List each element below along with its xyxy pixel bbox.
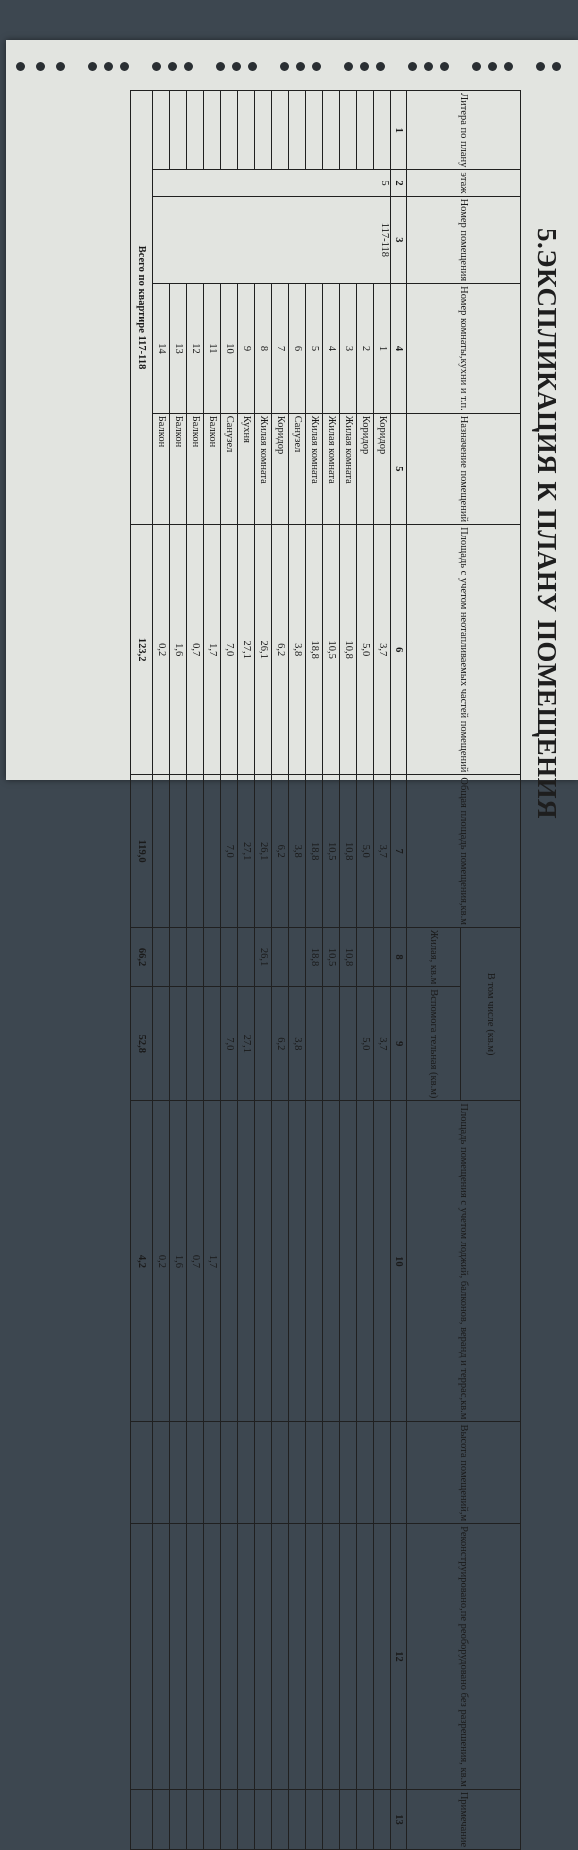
cell-height [289,1422,306,1524]
cell-area-aux [153,987,170,1101]
cell-note [255,1789,272,1849]
cell-area-total: 3,7 [374,775,391,927]
cell-litera [323,91,340,170]
cell-note [374,1789,391,1849]
cell-area-aux [170,987,187,1101]
cell-reconstructed [323,1524,340,1790]
cell-litera [374,91,391,170]
cell-area-total-unheated: 5,0 [357,525,374,775]
table-row [204,91,221,1850]
cell-room-name: Балкон [204,413,221,524]
cell-note [323,1789,340,1849]
cell-room-number: 5 [306,284,323,414]
cell-litera [221,91,238,170]
column-number: 13 [391,1789,407,1849]
cell-height [187,1422,204,1524]
cell-height [238,1422,255,1524]
cell-reconstructed [340,1524,357,1790]
cell-area-total: 10,8 [340,775,357,927]
header-naznachenie: Назначение помещений [407,413,521,524]
column-number: 5 [391,413,407,524]
cell-area-total [204,775,221,927]
cell-area-aux: 3,8 [289,987,306,1101]
cell-litera [272,91,289,170]
total-area-unheated: 123,2 [131,525,153,775]
table-row [306,91,323,1850]
page-title: 5.ЭКСПЛИКАЦИЯ К ПЛАНУ ПОМЕЩЕНИЯ [532,228,562,820]
total-reconstructed [131,1524,153,1790]
header-zhilaya: Жилая, кв.м [407,927,461,986]
total-area: 119,0 [131,775,153,927]
cell-note [238,1789,255,1849]
cell-area-total-unheated: 27,1 [238,525,255,775]
cell-area-aux: 5,0 [357,987,374,1101]
cell-room-number: 6 [289,284,306,414]
cell-area-living [170,927,187,986]
header-nomer-pomeshcheniya: Номер помещения [407,196,521,284]
cell-room-name: Санузел [289,413,306,524]
cell-room-number: 7 [272,284,289,414]
cell-area-balcony [357,1101,374,1422]
cell-area-total-unheated: 3,7 [374,525,391,775]
cell-area-living: 10,8 [340,927,357,986]
header-ploshchad-neotapl: Площадь с учетом неотапливаемых частей помещений [407,525,521,775]
table-row [238,91,255,1850]
total-living: 66,2 [131,927,153,986]
cell-area-living [204,927,221,986]
header-rekonstr: Реконструировано,пе реоборудовано без разрешения, кв.м [407,1524,521,1790]
cell-area-total: 10,5 [323,775,340,927]
cell-area-living: 18,8 [306,927,323,986]
header-primechanie: Примечание [407,1789,521,1849]
cell-area-aux [323,987,340,1101]
cell-area-total: 3,8 [289,775,306,927]
cell-reconstructed [357,1524,374,1790]
header-ploshchad-lodzhiy: Площадь помещения с учетом лоджий, балконов, веранд и террас,кв.м [407,1101,521,1422]
column-number: 4 [391,284,407,414]
cell-height [374,1422,391,1524]
cell-room-name: Жилая комната [340,413,357,524]
cell-litera [306,91,323,170]
cell-reconstructed [306,1524,323,1790]
cell-height [153,1422,170,1524]
table-row [170,91,187,1850]
cell-note [272,1789,289,1849]
cell-reconstructed [187,1524,204,1790]
cell-room-name: Коридор [374,413,391,524]
cell-room-number: 13 [170,284,187,414]
cell-room-number: 4 [323,284,340,414]
cell-litera [357,91,374,170]
cell-area-aux: 3,7 [374,987,391,1101]
cell-area-total: 7,0 [221,775,238,927]
cell-area-total-unheated: 18,8 [306,525,323,775]
cell-room-name: Жилая комната [255,413,272,524]
cell-area-balcony [323,1101,340,1422]
cell-height [204,1422,221,1524]
cell-room-number: 9 [238,284,255,414]
total-aux: 52,8 [131,987,153,1101]
total-balcony: 4,2 [131,1101,153,1422]
cell-area-balcony [255,1101,272,1422]
cell-reconstructed [272,1524,289,1790]
cell-room-name: Балкон [187,413,204,524]
cell-room-name: Жилая комната [323,413,340,524]
table-row [255,91,272,1850]
cell-room-number: 11 [204,284,221,414]
table-row [153,91,170,1850]
cell-height [306,1422,323,1524]
cell-note [221,1789,238,1849]
header-vspomog: Вспомога тельная (кв.м) [407,987,461,1101]
table-row [289,91,306,1850]
cell-room-name: Балкон [153,413,170,524]
cell-litera [340,91,357,170]
cell-room-name: Санузел [221,413,238,524]
cell-room-number: 12 [187,284,204,414]
cell-room-number: 8 [255,284,272,414]
table-row [187,91,204,1850]
cell-area-total-unheated: 6,2 [272,525,289,775]
cell-note [187,1789,204,1849]
total-note [131,1789,153,1849]
cell-area-aux [187,987,204,1101]
total-height [131,1422,153,1524]
header-obshchaya: Общая площадь помещения,кв.м [407,775,521,927]
cell-room-number: 3 [340,284,357,414]
cell-litera [255,91,272,170]
table-row [221,91,238,1850]
cell-area-living [238,927,255,986]
cell-area-total [153,775,170,927]
cell-area-total-unheated: 10,8 [340,525,357,775]
cell-area-total-unheated: 0,7 [187,525,204,775]
column-number: 6 [391,525,407,775]
cell-area-aux [204,987,221,1101]
cell-room-number: 14 [153,284,170,414]
cell-reconstructed [170,1524,187,1790]
cell-area-total [170,775,187,927]
cell-litera [153,91,170,170]
cell-note [306,1789,323,1849]
header-nomer-komnaty: Номер комнаты,кухни и т.п. [407,284,521,414]
cell-area-total: 6,2 [272,775,289,927]
cell-room-number: 10 [221,284,238,414]
cell-room-name: Кухня [238,413,255,524]
cell-note [153,1789,170,1849]
cell-height [170,1422,187,1524]
cell-area-aux: 27,1 [238,987,255,1101]
explication-grid [130,90,521,1850]
cell-reconstructed [374,1524,391,1790]
table-row [323,91,340,1850]
total-row [131,91,153,1850]
cell-height [340,1422,357,1524]
cell-area-aux [255,987,272,1101]
cell-height [221,1422,238,1524]
cell-room-name: Коридор [272,413,289,524]
cell-area-balcony [221,1101,238,1422]
cell-area-living [272,927,289,986]
cell-room-number: 2 [357,284,374,414]
cell-height [255,1422,272,1524]
cell-note [204,1789,221,1849]
cell-area-living [153,927,170,986]
table-row [357,91,374,1850]
cell-area-balcony: 1,7 [204,1101,221,1422]
cell-area-total-unheated: 7,0 [221,525,238,775]
cell-area-total-unheated: 1,7 [204,525,221,775]
cell-area-aux: 6,2 [272,987,289,1101]
cell-area-balcony: 1,6 [170,1101,187,1422]
header-v-tom-chisle: В том числе (кв.м) [461,927,521,1101]
cell-nomer-pomeshcheniya: 117-118 [153,196,391,284]
cell-height [323,1422,340,1524]
cell-litera [187,91,204,170]
header-etazh: этаж [407,170,521,196]
cell-area-living [374,927,391,986]
column-number: 8 [391,927,407,986]
header-vysota: Высота помещений,м [407,1422,521,1524]
column-number: 9 [391,987,407,1101]
cell-area-living [289,927,306,986]
cell-area-total: 18,8 [306,775,323,927]
cell-room-number: 1 [374,284,391,414]
cell-area-total-unheated: 3,8 [289,525,306,775]
cell-room-name: Жилая комната [306,413,323,524]
cell-litera [238,91,255,170]
cell-area-aux: 7,0 [221,987,238,1101]
cell-area-balcony [272,1101,289,1422]
cell-area-total-unheated: 1,6 [170,525,187,775]
cell-note [170,1789,187,1849]
cell-area-living [187,927,204,986]
cell-height [357,1422,374,1524]
column-number [391,1422,407,1524]
table-row [374,91,391,1850]
cell-area-balcony [340,1101,357,1422]
cell-room-name: Коридор [357,413,374,524]
cell-area-aux [306,987,323,1101]
cell-litera [204,91,221,170]
cell-reconstructed [153,1524,170,1790]
cell-litera [170,91,187,170]
cell-reconstructed [221,1524,238,1790]
cell-reconstructed [255,1524,272,1790]
cell-area-balcony: 0,7 [187,1101,204,1422]
cell-area-living [221,927,238,986]
cell-note [340,1789,357,1849]
cell-area-aux [340,987,357,1101]
column-number: 1 [391,91,407,170]
cell-area-total: 26,1 [255,775,272,927]
table-row [272,91,289,1850]
column-number: 7 [391,775,407,927]
cell-area-living: 26,1 [255,927,272,986]
cell-note [357,1789,374,1849]
column-number: 3 [391,196,407,284]
cell-area-balcony [374,1101,391,1422]
cell-area-total [187,775,204,927]
cell-reconstructed [289,1524,306,1790]
cell-area-balcony: 0,2 [153,1101,170,1422]
cell-litera [289,91,306,170]
cell-area-total: 27,1 [238,775,255,927]
cell-reconstructed [238,1524,255,1790]
cell-height [272,1422,289,1524]
cell-area-living [357,927,374,986]
cell-area-total-unheated: 10,5 [323,525,340,775]
cell-area-balcony [306,1101,323,1422]
column-number: 2 [391,170,407,196]
cell-area-balcony [289,1101,306,1422]
total-label: Всего по квартире 117-118 [131,91,153,525]
cell-area-living: 10,5 [323,927,340,986]
cell-reconstructed [204,1524,221,1790]
cell-note [289,1789,306,1849]
cell-room-name: Балкон [170,413,187,524]
cell-area-balcony [238,1101,255,1422]
table-row [340,91,357,1850]
cell-area-total: 5,0 [357,775,374,927]
column-number: 12 [391,1524,407,1790]
cell-area-total-unheated: 26,1 [255,525,272,775]
column-number: 10 [391,1101,407,1422]
cell-area-total-unheated: 0,2 [153,525,170,775]
cell-etazh: 5 [153,170,391,196]
header-litera: Литера по плану [407,91,521,170]
